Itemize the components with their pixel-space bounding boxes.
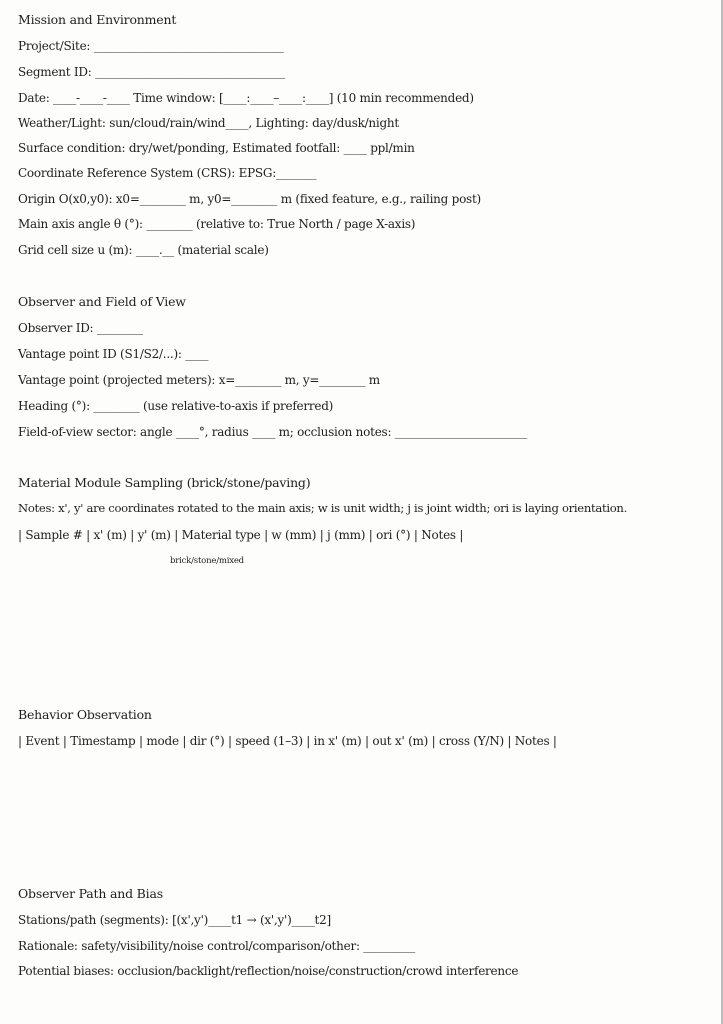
material-type-hint: brick/stone/mixed [170,556,244,566]
material-notes: Notes: x', y' are coordinates rotated to the main axis; w is unit width; j is joint width; ori is laying orientation. [18,501,627,515]
section-heading-observer: Observer and Field of View [18,294,186,309]
behavior-table-header: | Event | Timestamp | mode | dir (°) | speed (1–3) | in x' (m) | out x' (m) | cross (Y/N) | Notes | [18,734,557,748]
date-time-field: Date: ____-____-____ Time window: [____:____–____:____] (10 min recommended) [18,91,474,105]
rationale-field: Rationale: safety/visibility/noise control/comparison/other: _________ [18,939,416,953]
section-heading-behavior: Behavior Observation [18,707,152,722]
segment-id-field: Segment ID: _________________________________ [18,65,285,79]
project-site-field: Project/Site: _________________________________ [18,39,284,53]
stations-field: Stations/path (segments): [(x',y')____t1 → (x',y')____t2] [18,913,331,927]
section-heading-material: Material Module Sampling (brick/stone/paving) [18,475,311,490]
fov-field: Field-of-view sector: angle ____°, radius ____ m; occlusion notes: _______________________ [18,425,528,439]
section-heading-mission: Mission and Environment [18,12,177,27]
weather-field: Weather/Light: sun/cloud/rain/wind____, Lighting: day/dusk/night [18,116,399,130]
observer-id-field: Observer ID: ________ [18,321,143,335]
crs-field: Coordinate Reference System (CRS): EPSG:_______ [18,166,317,180]
heading-field: Heading (°): ________ (use relative-to-axis if preferred) [18,399,334,413]
biases-field: Potential biases: occlusion/backlight/reflection/noise/construction/crowd interference [18,964,519,978]
surface-field: Surface condition: dry/wet/ponding, Estimated footfall: ____ ppl/min [18,141,415,155]
grid-cell-field: Grid cell size u (m): ____.__ (material scale) [18,243,269,257]
vantage-id-field: Vantage point ID (S1/S2/...): ____ [18,347,209,361]
section-heading-path: Observer Path and Bias [18,886,163,901]
origin-field: Origin O(x0,y0): x0=________ m, y0=________ m (fixed feature, e.g., railing post) [18,192,481,206]
material-table-header: | Sample # | x' (m) | y' (m) | Material type | w (mm) | j (mm) | ori (°) | Notes | [18,528,464,542]
vantage-xy-field: Vantage point (projected meters): x=________ m, y=________ m [18,373,380,387]
axis-angle-field: Main axis angle θ (°): ________ (relative to: True North / page X-axis) [18,217,416,231]
